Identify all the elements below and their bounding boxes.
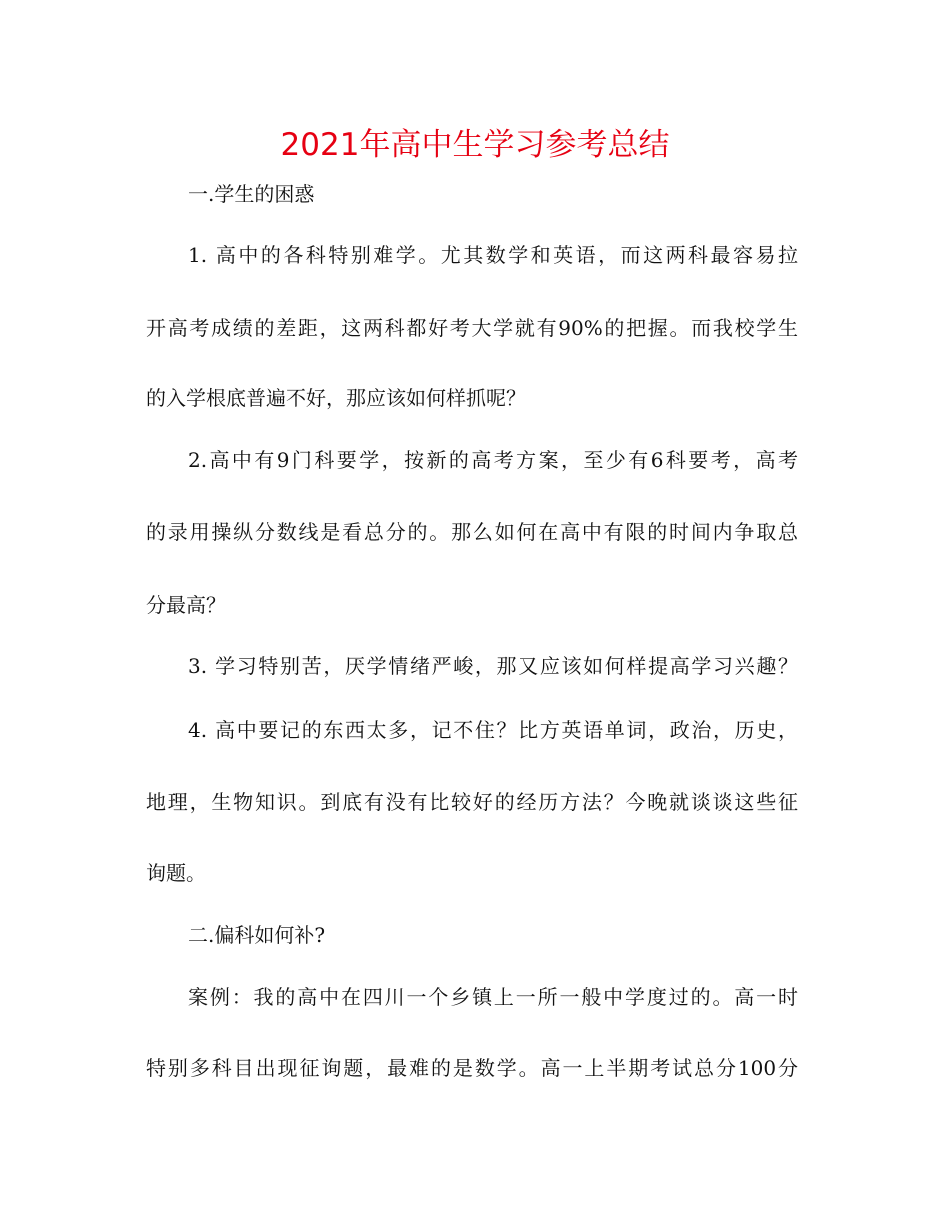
paragraph-line: 1. 高中的各科特别难学。尤其数学和英语，而这两科最容易拉 — [188, 243, 798, 267]
paragraph-line: 2.高中有9门科要学，按新的高考方案，至少有6科要考，高考 — [188, 448, 798, 472]
paragraph-line: 分最高？ — [146, 593, 226, 617]
document-title: 2021年高中生学习参考总结 — [280, 127, 670, 163]
paragraph-line: 开高考成绩的差距，这两科都好考大学就有90%的把握。而我校学生 — [146, 316, 798, 340]
paragraph-line: 案例：我的高中在四川一个乡镇上一所一般中学度过的。高一时 — [188, 985, 798, 1009]
paragraph-line: 地理，生物知识。到底有没有比较好的经历方法？今晚就谈谈这些征 — [146, 790, 798, 814]
paragraph-line: 的录用操纵分数线是看总分的。那么如何在高中有限的时间内争取总 — [146, 520, 798, 544]
paragraph-line: 的入学根底普遍不好，那应该如何样抓呢？ — [146, 386, 526, 410]
paragraph-line: 3. 学习特别苦，厌学情绪严峻，那又应该如何样提高学习兴趣？ — [188, 654, 798, 678]
section-heading-1: 一.学生的困惑 — [188, 182, 315, 206]
paragraph-line: 4. 高中要记的东西太多，记不住？比方英语单词，政治，历史， — [188, 718, 798, 742]
paragraph-line: 特别多科目出现征询题，最难的是数学。高一上半期考试总分100分 — [146, 1056, 798, 1080]
section-heading-2: 二.偏科如何补? — [188, 923, 326, 947]
paragraph-line: 询题。 — [146, 861, 206, 885]
